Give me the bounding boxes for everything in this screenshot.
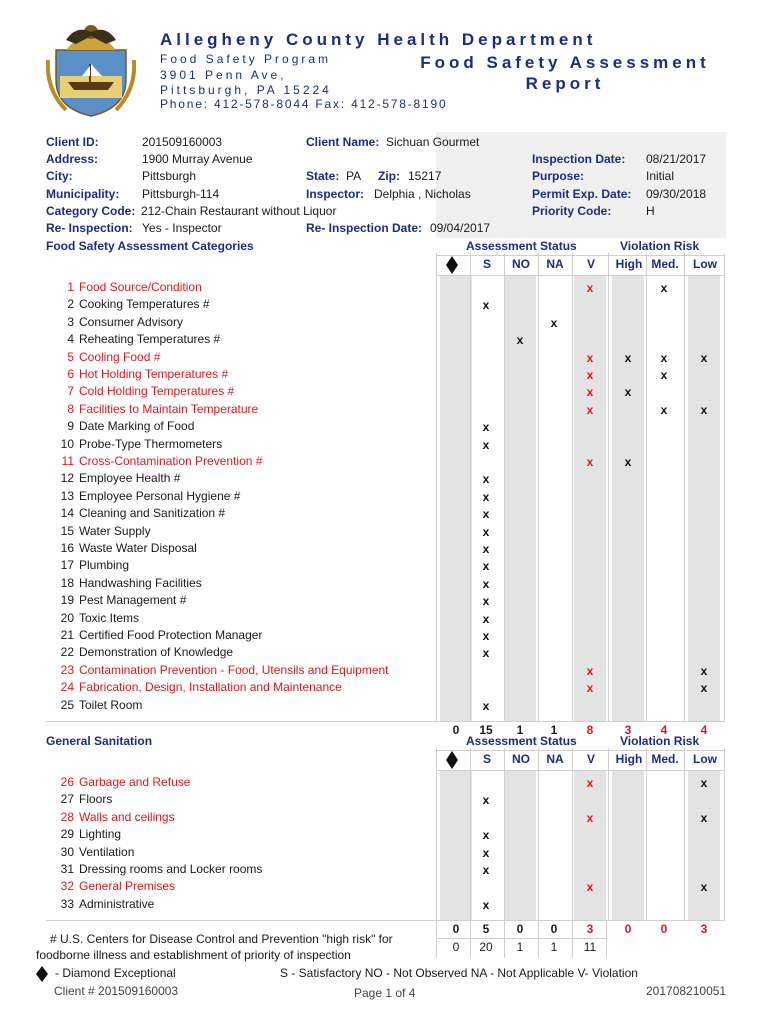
purpose-value: Initial [646, 169, 675, 183]
item-number: 17 [60, 558, 74, 573]
mark-s: x [482, 646, 490, 661]
item-number: 14 [60, 506, 74, 521]
mark-s: x [482, 611, 490, 626]
item-label: Waste Water Disposal [79, 541, 197, 555]
mark-v: x [586, 880, 594, 895]
mark-v: x [586, 810, 594, 825]
item-number: 24 [60, 680, 74, 695]
violation-risk-header: Violation Risk [620, 734, 700, 748]
category-code-label: Category Code: [46, 204, 136, 218]
mark-s: x [482, 542, 490, 556]
column-shade [574, 770, 606, 920]
mark-high: x [624, 455, 632, 469]
mark-high: x [624, 350, 632, 365]
inspector-label: Inspector: [306, 187, 365, 201]
grid-line [538, 920, 539, 958]
grid-line [572, 748, 573, 920]
client-id-label: Client ID: [46, 135, 99, 149]
state-label: State: [306, 169, 340, 183]
item-label: Date Marking of Food [79, 419, 195, 434]
grand-total-v: 11 [583, 940, 597, 955]
mark-v: x [586, 368, 594, 382]
total-na: 0 [550, 922, 558, 937]
column-shade [504, 770, 536, 920]
inspector-value: Delphia , Nicholas [374, 187, 471, 201]
column-header-low: Low [693, 752, 717, 766]
item-number: 10 [60, 436, 74, 451]
grid-line [724, 748, 725, 920]
grid-line [646, 748, 647, 920]
zip-value: 15217 [408, 169, 442, 183]
column-header-med: Med. [651, 257, 679, 271]
column-header-v: V [586, 257, 595, 271]
total-s: 15 [479, 723, 493, 737]
item-label: Contamination Prevention - Food, Utensils and Equipment [79, 662, 389, 677]
total-na: 1 [550, 723, 558, 737]
item-label: Plumbing [79, 558, 130, 573]
total-v: 8 [586, 723, 594, 737]
grid-line [646, 253, 647, 721]
mark-high: x [624, 385, 632, 400]
column-shade [574, 275, 606, 721]
item-number: 22 [60, 645, 74, 660]
item-label: Pest Management # [79, 593, 187, 608]
column-header-high: High [615, 752, 643, 766]
item-label: Toilet Room [79, 697, 143, 712]
assessment-status-header: Assessment Status [466, 239, 577, 253]
item-number: 31 [60, 862, 74, 876]
item-label: Water Supply [79, 523, 151, 538]
city-label: City: [46, 169, 73, 183]
column-header-med: Med. [651, 752, 679, 766]
total-med: 0 [660, 922, 668, 937]
mark-no: x [516, 333, 524, 348]
total-med: 4 [660, 723, 668, 737]
item-label: Food Source/Condition [79, 280, 202, 294]
total-no: 1 [516, 723, 524, 737]
reinspection-date-label: Re- Inspection Date: [306, 221, 423, 235]
mark-low: x [700, 663, 708, 678]
mark-med: x [660, 368, 668, 382]
mark-s: x [482, 437, 490, 452]
violation-risk-header: Violation Risk [620, 239, 700, 253]
item-label: Dressing rooms and Locker rooms [79, 862, 263, 876]
state-value: PA [346, 169, 362, 183]
column-shade [688, 275, 720, 721]
item-label: Handwashing Facilities [79, 575, 202, 590]
grid-line [46, 920, 725, 921]
column-shade [440, 770, 472, 920]
mark-low: x [700, 350, 708, 365]
mark-s: x [482, 298, 490, 313]
reinspection-label: Re- Inspection: [46, 221, 133, 235]
mark-s: x [482, 629, 490, 643]
column-header-low: Low [693, 257, 717, 271]
item-label: Cold Holding Temperatures # [79, 384, 235, 399]
total-s: 5 [482, 922, 490, 937]
item-label: Consumer Advisory [79, 314, 184, 329]
priority-code-value: H [646, 204, 655, 218]
grand-total-s: 20 [479, 940, 493, 955]
mark-low: x [700, 681, 708, 696]
program-name: Food Safety Program [160, 52, 332, 66]
grand-total-no: 1 [516, 940, 524, 955]
column-shade [688, 770, 720, 920]
mark-na: x [550, 315, 558, 330]
column-header-no: NO [512, 752, 530, 766]
cdc-note-line2: foodborne illness and establishment of priority of inspection [36, 948, 351, 962]
item-label: Fabrication, Design, Installation and Maintenance [79, 680, 342, 695]
item-number: 30 [60, 844, 74, 859]
grid-line [538, 748, 539, 920]
item-number: 2 [67, 297, 74, 312]
item-number: 18 [60, 575, 74, 590]
item-number: 20 [60, 610, 74, 625]
report-title-line2: Report [525, 74, 605, 93]
mark-s: x [482, 524, 490, 539]
item-label: Probe-Type Thermometers [79, 436, 223, 451]
grid-line [684, 253, 685, 721]
grid-line [572, 253, 573, 721]
total-no: 0 [516, 922, 524, 937]
phone-fax: Phone: 412-578-8044 Fax: 412-578-8190 [160, 97, 448, 111]
grid-line [436, 253, 437, 721]
item-label: Employee Personal Hygiene # [79, 488, 241, 503]
diamond-legend-icon [36, 966, 48, 982]
permit-exp-value: 09/30/2018 [646, 187, 707, 201]
column-header-na: NA [546, 752, 564, 766]
item-label: Cooling Food # [79, 349, 161, 364]
item-number: 8 [67, 401, 74, 416]
mark-v: x [586, 455, 594, 469]
mark-s: x [482, 793, 490, 808]
total-low: 3 [700, 922, 708, 937]
diamond-exceptional-icon [446, 751, 458, 769]
column-shade [440, 275, 472, 721]
municipality-label: Municipality: [46, 187, 120, 201]
mark-s: x [482, 698, 490, 713]
grid-line [504, 920, 505, 958]
item-number: 29 [60, 827, 74, 842]
item-number: 19 [60, 593, 74, 608]
reinspection-date-value: 09/04/2017 [430, 221, 491, 235]
column-shade [612, 770, 644, 920]
mark-v: x [586, 663, 594, 678]
item-number: 11 [61, 454, 74, 468]
report-title-line1: Food Safety Assessment [420, 53, 710, 72]
item-number: 28 [60, 809, 74, 824]
column-header-s: S [482, 257, 491, 271]
item-label: Facilities to Maintain Temperature [79, 401, 259, 416]
priority-code-label: Priority Code: [532, 204, 612, 218]
item-number: 27 [60, 792, 74, 807]
column-shade [612, 275, 644, 721]
address-line-1: 3901 Penn Ave, [160, 68, 287, 82]
column-header-v: V [586, 752, 595, 766]
total-low: 4 [700, 723, 708, 737]
mark-s: x [482, 489, 490, 504]
grid-line [436, 748, 437, 920]
purpose-label: Purpose: [532, 169, 585, 183]
grid-line [608, 253, 609, 721]
mark-s: x [482, 828, 490, 843]
grid-line [504, 748, 505, 920]
grid-line [436, 750, 725, 751]
grand-total-d: 0 [452, 940, 460, 955]
item-number: 32 [60, 879, 74, 894]
item-number: 12 [60, 471, 74, 486]
item-label: Reheating Temperatures # [79, 332, 221, 347]
client-id-value: 201509160003 [142, 135, 223, 149]
item-number: 26 [60, 775, 74, 789]
item-number: 7 [67, 384, 74, 399]
grand-total-na: 1 [550, 940, 558, 955]
column-header-s: S [482, 752, 491, 766]
item-number: 33 [60, 896, 74, 911]
client-name-value: Sichuan Gourmet [386, 135, 480, 149]
total-v: 3 [586, 922, 594, 937]
item-number: 6 [67, 367, 74, 381]
mark-s: x [482, 576, 490, 591]
mark-med: x [660, 350, 668, 365]
city-value: Pittsburgh [142, 169, 197, 183]
permit-exp-label: Permit Exp. Date: [532, 187, 632, 201]
item-number: 5 [67, 349, 74, 364]
item-number: 13 [60, 488, 74, 503]
item-number: 1 [67, 280, 74, 294]
zip-label: Zip: [378, 169, 400, 183]
item-label: Garbage and Refuse [79, 775, 191, 789]
diamond-legend-text: - Diamond Exceptional [55, 966, 176, 980]
item-label: Lighting [79, 827, 122, 842]
mark-s: x [482, 472, 490, 487]
total-high: 3 [624, 723, 632, 737]
grid-line [684, 748, 685, 920]
mark-s: x [482, 863, 490, 877]
mark-v: x [586, 350, 594, 365]
mark-med: x [660, 402, 668, 417]
item-label: Employee Health # [79, 471, 181, 486]
item-label: Toxic Items [79, 610, 140, 625]
item-label: Walls and ceilings [79, 809, 175, 824]
mark-s: x [482, 420, 490, 435]
item-label: Ventilation [79, 844, 135, 859]
mark-v: x [586, 681, 594, 696]
total-d: 0 [452, 922, 460, 937]
mark-low: x [700, 810, 708, 825]
grid-line [572, 920, 573, 958]
county-seal [46, 20, 136, 118]
footer-document-id: 201708210051 [646, 984, 727, 998]
org-title: Allegheny County Health Department [160, 30, 597, 49]
item-label: Administrative [79, 896, 155, 911]
grid-line [436, 938, 606, 939]
item-number: 4 [67, 332, 74, 347]
column-header-high: High [615, 257, 643, 271]
item-number: 3 [67, 314, 74, 329]
mark-s: x [482, 845, 490, 860]
item-label: Cleaning and Sanitization # [79, 506, 226, 521]
column-header-no: NO [512, 257, 530, 271]
mark-s: x [482, 594, 490, 609]
inspection-date-value: 08/21/2017 [646, 152, 707, 166]
address-line-2: Pittsburgh, PA 15224 [160, 83, 332, 97]
item-label: Cross-Contamination Prevention # [79, 454, 263, 468]
footer-client-number: Client # 201509160003 [54, 984, 179, 998]
mark-v: x [586, 385, 594, 400]
section-title: General Sanitation [46, 734, 153, 748]
mark-s: x [482, 507, 490, 522]
section-title: Food Safety Assessment Categories [46, 239, 254, 253]
grid-line [46, 721, 725, 722]
diamond-exceptional-icon [446, 256, 458, 274]
mark-low: x [700, 880, 708, 895]
grid-line [504, 253, 505, 721]
item-number: 21 [60, 628, 74, 642]
mark-s: x [482, 897, 490, 912]
grid-line [436, 275, 725, 276]
mark-v: x [586, 776, 594, 790]
grid-line [436, 770, 725, 771]
item-label: Demonstration of Knowledge [79, 645, 234, 660]
grid-line [436, 920, 437, 958]
mark-s: x [482, 559, 490, 574]
grid-line [608, 748, 609, 920]
item-number: 15 [60, 523, 74, 538]
item-label: Hot Holding Temperatures # [79, 367, 229, 381]
client-name-label: Client Name: [306, 135, 380, 149]
grid-line [724, 253, 725, 721]
mark-med: x [660, 281, 668, 295]
municipality-value: Pittsburgh-114 [142, 187, 220, 201]
assessment-status-header: Assessment Status [466, 734, 577, 748]
footer-page-number: Page 1 of 4 [354, 986, 416, 1000]
inspection-date-label: Inspection Date: [532, 152, 626, 166]
reinspection-value: Yes - Inspector [142, 221, 222, 235]
total-high: 0 [624, 922, 632, 937]
address-value: 1900 Murray Avenue [142, 152, 253, 166]
status-legend: S - Satisfactory NO - Not Observed NA - Not Applicable V- Violation [280, 966, 638, 980]
address-label: Address: [46, 152, 99, 166]
item-label: General Premises [79, 879, 176, 894]
item-number: 23 [60, 662, 74, 677]
category-code-value: 212-Chain Restaurant without Liquor [141, 204, 337, 218]
mark-v: x [586, 402, 594, 417]
item-label: Floors [79, 792, 113, 807]
mark-low: x [700, 776, 708, 790]
item-number: 9 [67, 419, 74, 434]
item-number: 16 [60, 541, 74, 555]
grid-line [436, 255, 725, 256]
column-header-na: NA [546, 257, 564, 271]
item-label: Cooking Temperatures # [79, 297, 210, 312]
item-number: 25 [60, 697, 74, 712]
mark-low: x [700, 402, 708, 417]
grid-line [470, 920, 471, 958]
item-label: Certified Food Protection Manager [79, 628, 263, 642]
cdc-note-line1: # U.S. Centers for Disease Control and Prevention "high risk" for [50, 932, 393, 946]
grid-line [606, 920, 607, 958]
total-d: 0 [452, 723, 460, 737]
mark-v: x [586, 281, 594, 295]
